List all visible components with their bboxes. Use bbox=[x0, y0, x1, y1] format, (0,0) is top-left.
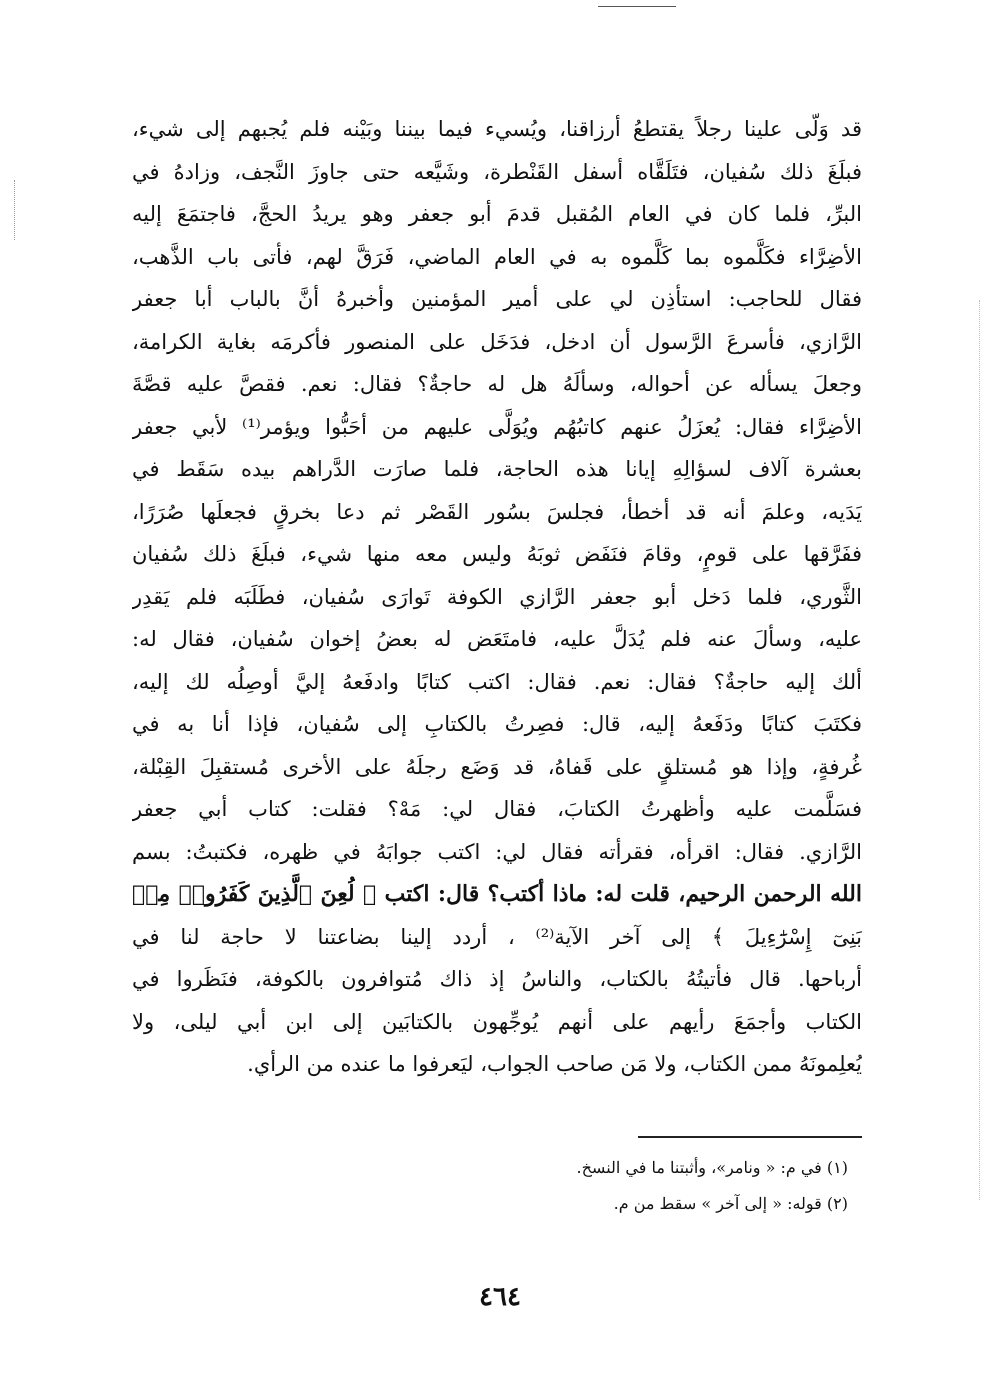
text-line: فبلَغَ ذلك سُفيان، فتَلَقَّاه أسفل القَنْطرة، وشَيَّعه حتى جاوزَ النَّجف، وزادهُ في bbox=[132, 159, 862, 184]
text-line: بَنِىٓ إِسْرَٰٓءِيلَ ﴾ إلى آخر الآية⁽²⁾ ، أردد إلينا بضاعتنا لا حاجة لنا في bbox=[132, 924, 862, 949]
scan-artifact-top-line bbox=[598, 6, 676, 7]
text-line: الرَّازي، فأسرعَ الرَّسول أن ادخل، فدَخَل على المنصور فأكرمَه بغاية الكرامة، bbox=[132, 329, 862, 354]
text-line: وجعلَ يسأله عن أحواله، وسألَهُ هل له حاجةٌ؟ فقال: نعم. فقصَّ عليه قصَّةَ bbox=[132, 372, 862, 396]
text-line: بعشرة آلاف لسؤالِهِ إيانا هذه الحاجة، فلما صارَت الدَّراهم بيده سَقَط في bbox=[132, 457, 862, 481]
footnotes-block bbox=[400, 1150, 848, 1222]
text-line: الأضِرَّاء فكَلَّموه بما كَلَّموه به في العام الماضي، فَرَقَّ لهم، فأتى باب الذَّهب، bbox=[132, 244, 862, 269]
text-line: فسَلَّمت عليه وأظهرتُ الكتابَ، فقال لي: مَهْ؟ فقلت: كتاب أبي جعفر bbox=[132, 797, 862, 821]
text-line: ألك إليه حاجةٌ؟ فقال: نعم. فقال: اكتب كتابًا وادفَعهُ إليَّ أوصِلُه لك إليه، bbox=[132, 669, 862, 694]
footnote-divider bbox=[638, 1136, 862, 1138]
scan-artifact-left-mark bbox=[14, 180, 16, 240]
main-text-block bbox=[132, 108, 862, 1086]
text-line: الرَّازي. فقال: اقرأه، فقرأته فقال لي: اكتب جوابَهُ في ظهره، فكتبتُ: بسم bbox=[132, 839, 862, 864]
footnote-1: (١) في م: « ونامر»، وأثبتنا ما في النسخ. bbox=[576, 1158, 848, 1177]
text-line: الثَّوري، فلما دَخل أبو جعفر الرَّازي الكوفة تَوارَى سُفيان، فطَلَبَه فلم يَقدِر bbox=[132, 584, 862, 609]
text-line: أرباحها. قال فأتيتُهُ بالكتاب، والناسُ إذ ذاك مُتوافرون بالكوفة، فنَظَروا في bbox=[132, 967, 862, 991]
text-line: الكتاب وأجمَعَ رأيهم على أنهم يُوجِّهون بالكتابَين إلى ابن أبي ليلى، ولا bbox=[132, 1009, 862, 1034]
footnote-2: (٢) قوله: « إلى آخر » سقط من م. bbox=[613, 1194, 848, 1213]
page-number: ٤٦٤ bbox=[479, 1282, 521, 1312]
scan-artifact-right-mark bbox=[979, 300, 981, 1200]
text-line: يَدَيه، وعلمَ أنه قد أخطأ، فجلسَ بسُور القَصْر ثم دعا بخرقٍ فجعلَها صُرَرًا، bbox=[132, 499, 862, 524]
text-line: فقال للحاجب: استأذِن لي على أمير المؤمنين وأخبرهُ أنَّ بالباب أبا جعفر bbox=[132, 287, 862, 311]
text-line: يُعلِمونَهُ ممن الكتاب، ولا مَن صاحب الجواب، ليَعرفوا ما عنده من الرأي. bbox=[247, 1052, 862, 1076]
text-line: ففَرَّقها على قومٍ، وقامَ فنَفَض ثوبَهُ وليس معه منها شيء، فبلَغَ ذلك سُفيان bbox=[132, 542, 862, 566]
text-line: الأضِرَّاء فقال: يُعزَلُ عنهم كاتبُهُم ويُوَلَّى عليهم من أحَبُّوا ويؤمر⁽¹⁾ لأبي جعفر bbox=[132, 414, 862, 439]
text-line: غُرفةٍ، وإذا هو مُستلقٍ على قَفاهُ، قد وَضَع رجلَهُ على الأخرى مُستقبِلَ القِبْلة، bbox=[132, 754, 862, 779]
text-line: عليه، وسألَ عنه فلم يُدَلَّ عليه، فامتَعَض له بعضُ إخوان سُفيان، فقال له: bbox=[132, 627, 862, 651]
text-line: البرِّ، فلما كان في العام المُقبل قدمَ أبو جعفر وهو يريدُ الحجَّ، فاجتمَعَ إليه bbox=[132, 202, 862, 226]
text-line: قد وَلّى علينا رجلاً يقتطعُ أرزاقنا، ويُسيء فيما بيننا وبَيْنه فلم يُجبهم إلى شيء، bbox=[132, 117, 862, 141]
text-line: فكتَبَ كتابًا ودَفَعهُ إليه، قال: فصِرتُ بالكتابِ إلى سُفيان، فإذا أنا به في bbox=[132, 712, 862, 736]
text-line-quran-quote: الله الرحمن الرحيم، قلت له: ماذا أكتب؟ قال: اكتب ﴿ لُعِنَ ٱلَّذِينَ كَفَرُوا۟ مِنۢ bbox=[132, 881, 862, 907]
